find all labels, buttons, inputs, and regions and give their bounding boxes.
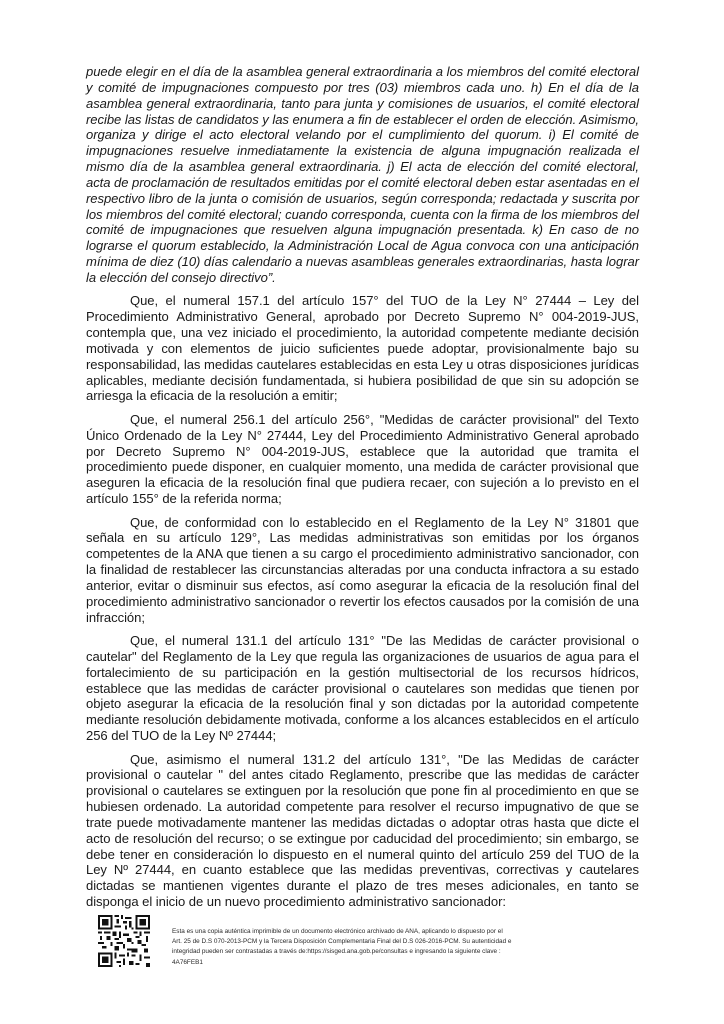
verification-key: 4A76FEB1 — [172, 958, 203, 966]
paragraph-numeral-131-2: Que, asimismo el numeral 131.2 del artículo 131°, "De las Medidas de carácter provisional o cautelar " del antes citado Reglamento, prescribe que las medidas de carácter provisional o cautelares se extinguen por la resolución que pone fin al procedimiento en que se hubiesen ordenado. La autoridad competente para resolver el recurso impugnativo de que se trate puede motivadamente mantener las medidas dictadas o adoptar otras hasta que dicte el acto de resolución del recurso; o se extingue por caducidad del procedimiento; sin embargo, se debe tener en consideración lo dispuesto en el numeral quinto del artículo 259 del TUO de la Ley Nº 27444, en cuanto establece que las medidas preventivas, correctivas y cautelares dictadas se mantienen vigentes durante el plazo de tres meses adicionales, en tanto se disponga el inicio de un nuevo procedimiento administrativo sancionador: — [86, 751, 639, 910]
paragraph-quoted-regulation: puede elegir en el día de la asamblea general extraordinaria a los miembros del comité electoral y comité de impugnaciones compuesto por tres (03) miembros cada uno. h) En el día de la asamblea general extraordinaria, tanto para junta y comisiones de usuarios, el comité electoral recibe las listas de candidatos y las enumera a fin de establecer el orden de elección. Asimismo, organiza y dirige el acto electoral velando por el cumplimiento del quorum. i) El comité de impugnaciones resuelve inmediatamente la existencia de alguna impugnación realizada el mismo día de la asamblea general extraordinaria. j) El acta de elección del comité electoral, acta de proclamación de resultados emitidas por el comité electoral deben estar asentadas en el respectivo libro de la junta o comisión de usuarios, según corresponda; redactada y suscrita por los miembros del comité electoral; cuando corresponda, cuenta con la firma de los miembros del comité de impugnaciones que resuelven alguna impugnación presentada. k) En caso de no lograrse el quorum establecido, la Administración Local de Agua convoca con una anticipación mínima de diez (10) días calendario a nuevas asambleas generales extraordinarias, hasta lograr la elección del consejo directivo”. — [86, 64, 639, 285]
authenticity-notice-line: integridad pueden ser contrastadas a través de:https://sisged.ana.gob.pe/consultas e ingresando la siguiente clave : — [172, 948, 501, 956]
authenticity-notice-line: Art. 25 de D.S 070-2013-PCM y la Tercera Disposición Complementaria Final del D.S 026-2016-PCM. Su autenticidad e — [172, 938, 512, 946]
paragraph-numeral-256: Que, el numeral 256.1 del artículo 256°, "Medidas de carácter provisional" del Texto Único Ordenado de la Ley N° 27444, Ley del Procedimiento Administrativo General aprobado por Decreto Supremo N° 004-2019-JUS, establece que la autoridad que tramita el procedimiento puede disponer, en cualquier momento, una medida de carácter provisional que aseguren la eficacia de la resolución final que pudiera recaer, con sujeción a lo previsto en el artículo 155° de la referida norma; — [86, 411, 639, 507]
qr-code-icon — [98, 915, 150, 967]
authenticity-notice — [172, 927, 657, 968]
paragraph-numeral-157: Que, el numeral 157.1 del artículo 157° del TUO de la Ley N° 27444 – Ley del Procedimiento Administrativo General, aprobado por Decreto Supremo N° 004-2019-JUS, contempla que, una vez iniciado el procedimiento, la autoridad competente mediante decisión motivada y con elementos de juicio suficientes puede adoptar, provisionalmente bajo su responsabilidad, las medidas cautelares establecidas en esta Ley u otras disposiciones jurídicas aplicables, mediante decisión fundamentada, si hubiera posibilidad de que sin su adopción se arriesga la eficacia de la resolución a emitir; — [86, 293, 639, 404]
paragraph-numeral-131-1: Que, el numeral 131.1 del artículo 131° "De las Medidas de carácter provisional o cautelar" del Reglamento de la Ley que regula las organizaciones de usuarios de agua para el fortalecimiento de su participación en la gestión multisectorial de los recursos hídricos, establece que las medidas de carácter provisional o cautelares son medidas que tienen por objeto asegurar la eficacia de la resolución final y son dictadas por la autoridad competente mediante resolución debidamente motivada, conforme a los alcances establecidos en el artículo 256 del TUO de la Ley Nº 27444; — [86, 633, 639, 744]
authenticity-notice-line: Esta es una copia auténtica imprimible de un documento electrónico archivado de ANA, aplicando lo dispuesto por el — [172, 928, 503, 935]
authenticity-footer — [98, 915, 658, 971]
document-body — [86, 64, 639, 918]
paragraph-ley-31801: Que, de conformidad con lo establecido en el Reglamento de la Ley N° 31801 que señala en su artículo 129°, Las medidas administrativas son emitidas por los órganos competentes de la ANA que tienen a su cargo el procedimiento administrativo sancionador, con la finalidad de restablecer las circunstancias alteradas por una conducta infractora a su estado anterior, evitar o disminuir sus efectos, así como asegurar la eficacia de la resolución final del procedimiento administrativo sancionador o revertir los efectos causados por la comisión de una infracción; — [86, 514, 639, 625]
